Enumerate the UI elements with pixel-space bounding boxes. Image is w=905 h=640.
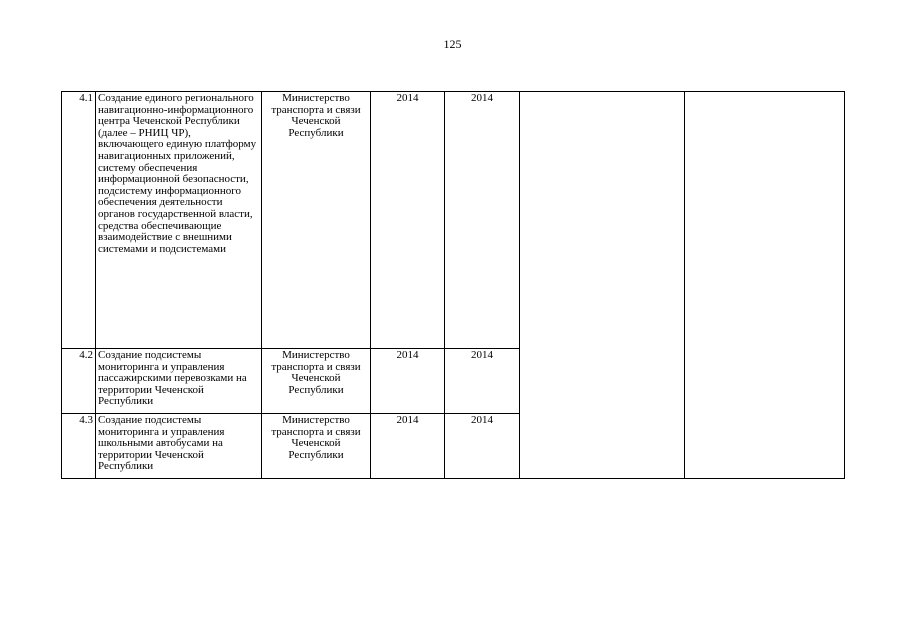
- year-end: 2014: [445, 414, 520, 479]
- row-number: 4.2: [62, 349, 96, 414]
- row-number: 4.1: [62, 92, 96, 349]
- page-number: 125: [443, 37, 462, 51]
- year-end: 2014: [445, 349, 520, 414]
- executor: Министерство транспорта и связи Чеченской Республики: [262, 414, 371, 479]
- row-number: 4.3: [62, 414, 96, 479]
- year-start: 2014: [371, 349, 445, 414]
- year-end: 2014: [445, 92, 520, 349]
- empty-cell-indicator: [685, 92, 845, 479]
- year-start: 2014: [371, 414, 445, 479]
- table-row: [62, 92, 845, 349]
- year-start: 2014: [371, 92, 445, 349]
- empty-cell-funding: [520, 92, 685, 479]
- executor: Министерство транспорта и связи Чеченской Республики: [262, 92, 371, 349]
- measure-name: Создание подсистемы мониторинга и управления школьными автобусами на территории Чеченской Республики: [96, 414, 262, 479]
- executor: Министерство транспорта и связи Чеченской Республики: [262, 349, 371, 414]
- measure-name: Создание единого регионального навигационно-информационного центра Чеченской Республики (далее – РНИЦ ЧР), включающего единую платформу навигационных приложений, систему обеспечения информационной безопасности, подсистему информационного обеспечения деятельности органов государственной власти, средства обеспечивающие взаимодействие с внешними системами и подсистемами: [96, 92, 262, 349]
- measure-name: Создание подсистемы мониторинга и управления пассажирскими перевозками на территории Чеченской Республики: [96, 349, 262, 414]
- measures-table: [61, 91, 845, 479]
